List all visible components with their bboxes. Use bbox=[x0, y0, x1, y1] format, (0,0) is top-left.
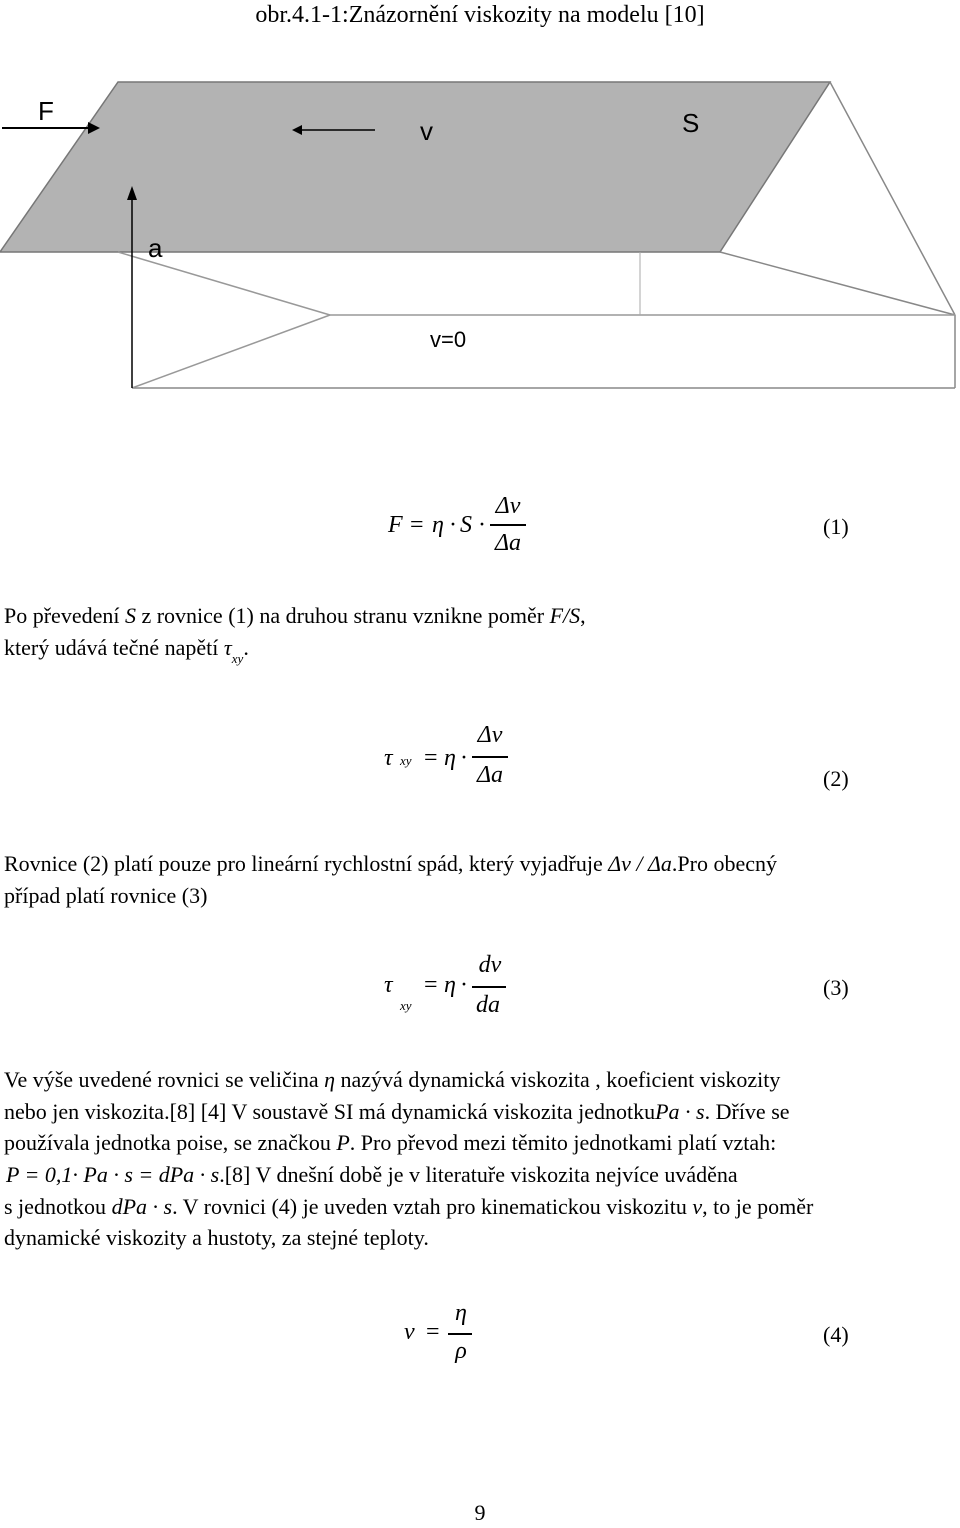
label-s: S bbox=[682, 108, 700, 138]
p1-subscript: xy bbox=[231, 651, 244, 666]
paragraph-2-line-2: případ platí rovnice (3) bbox=[4, 883, 208, 908]
p3-text-1b: nazývá dynamická viskozita , koeficient viskozity bbox=[335, 1067, 781, 1092]
p2-text-2: .Pro obecný bbox=[671, 851, 778, 876]
eq1-lhs: F bbox=[388, 512, 403, 538]
paragraph-2-line-1 bbox=[4, 848, 777, 880]
eq3-number: (3) bbox=[823, 975, 849, 1000]
eq1-s: S bbox=[460, 512, 472, 538]
edge-right-top bbox=[830, 82, 955, 315]
paragraph-1-line-1 bbox=[4, 600, 586, 632]
eq2-subscript: xy bbox=[400, 753, 412, 768]
eq1-dot2: · bbox=[478, 512, 486, 538]
eq4-equals: = bbox=[426, 1319, 440, 1345]
paragraph-3-line-5 bbox=[4, 1191, 813, 1223]
paragraph-3-line-3 bbox=[4, 1127, 776, 1159]
eq2-equals: = bbox=[424, 745, 438, 771]
eq3-dot: · bbox=[460, 972, 468, 998]
paragraph-3-line-1 bbox=[4, 1064, 780, 1096]
p3-text-2b: . Dříve se bbox=[704, 1099, 790, 1124]
paragraph-3-line-4 bbox=[6, 1159, 738, 1191]
eq3-eta: η bbox=[444, 972, 456, 998]
eq1-numerator: Δv bbox=[495, 493, 521, 519]
p3-unit-dpa-s: dPa · s bbox=[111, 1194, 173, 1219]
p3-nu: ν bbox=[692, 1194, 703, 1219]
p3-text-1a: Ve výše uvedené rovnici se veličina bbox=[4, 1067, 325, 1092]
eq2-denominator: Δa bbox=[476, 762, 504, 788]
eq2-tau: τ bbox=[384, 745, 393, 771]
p1-tau: τ bbox=[223, 635, 232, 660]
eq1-number: (1) bbox=[823, 514, 849, 539]
eq4-numerator: η bbox=[455, 1300, 467, 1326]
p1-end: . bbox=[243, 635, 249, 660]
p1-line-2: který udává tečné napětí bbox=[4, 635, 224, 660]
p3-text-3b: . Pro převod mezi těmito jednotkami platí vztah: bbox=[349, 1130, 777, 1155]
p3-conversion: P = 0,1· Pa · s = dPa · s bbox=[6, 1162, 220, 1187]
edge-left-bottom bbox=[132, 315, 330, 388]
p3-text-2a: nebo jen viskozita.[8] [4] V soustavě SI má dynamická viskozita jednotku bbox=[4, 1099, 656, 1124]
p2-ratio: Δv / Δa bbox=[608, 851, 672, 876]
eq2-numerator: Δv bbox=[477, 722, 503, 748]
p3-unit-pa-s: Pa · s bbox=[655, 1099, 705, 1124]
eq4-denominator: ρ bbox=[455, 1338, 467, 1364]
p2-text-1: Rovnice (2) platí pouze pro lineární rychlostní spád, který vyjadřuje bbox=[4, 851, 609, 876]
eq3-equals: = bbox=[424, 972, 438, 998]
eq1-equals: = bbox=[410, 512, 424, 538]
p3-text-4b: .[8] V dnešní době je v literatuře viskozita nejvíce uváděna bbox=[219, 1162, 738, 1187]
label-a: a bbox=[148, 233, 163, 263]
eq4-number: (4) bbox=[823, 1322, 849, 1347]
p3-text-5a: s jednotkou bbox=[4, 1194, 112, 1219]
p3-text-3a: používala jednotka poise, se značkou bbox=[4, 1130, 337, 1155]
p3-eta: η bbox=[324, 1067, 336, 1092]
paragraph-1-line-2 bbox=[4, 632, 249, 667]
p1-text-2: z rovnice (1) na druhou stranu vznikne poměr bbox=[135, 603, 550, 628]
p3-symbol-p: P bbox=[336, 1130, 350, 1155]
page-number: 9 bbox=[474, 1500, 486, 1525]
label-v: v bbox=[420, 116, 433, 146]
figure-caption: obr.4.1-1:Znázornění viskozity na modelu [10] bbox=[255, 2, 705, 28]
eq2-fraction-line bbox=[472, 756, 508, 758]
p1-symbol-s: S bbox=[124, 603, 136, 628]
eq3-numerator: dv bbox=[478, 952, 502, 978]
top-plate bbox=[0, 82, 830, 252]
eq4-nu: ν bbox=[404, 1319, 415, 1345]
eq3-tau: τ bbox=[384, 972, 393, 998]
eq4-fraction-line bbox=[448, 1333, 472, 1335]
paragraph-3-line-2 bbox=[4, 1096, 790, 1128]
edge-right-front bbox=[720, 252, 955, 315]
eq1-fraction-line bbox=[490, 524, 526, 526]
eq1-denominator: Δa bbox=[494, 530, 522, 556]
label-v-zero: v=0 bbox=[430, 327, 467, 352]
p1-text-1: Po převedení bbox=[4, 603, 125, 628]
p3-text-5b: . V rovnici (4) je uveden vztah pro kinematickou viskozitu bbox=[172, 1194, 693, 1219]
p3-text-5c: , to je poměr bbox=[702, 1194, 814, 1219]
eq1-dot: · bbox=[449, 512, 457, 538]
eq2-dot: · bbox=[460, 745, 468, 771]
p1-text-3: , bbox=[580, 603, 586, 628]
eq3-subscript: xy bbox=[400, 998, 412, 1013]
eq1-eta: η bbox=[432, 512, 444, 538]
eq2-eta: η bbox=[444, 745, 456, 771]
eq3-denominator: da bbox=[476, 992, 500, 1018]
viscosity-model-figure bbox=[0, 70, 960, 400]
paragraph-3-line-6: dynamické viskozity a hustoty, za stejné teploty. bbox=[4, 1225, 429, 1250]
eq2-number: (2) bbox=[823, 766, 849, 791]
label-f: F bbox=[38, 96, 54, 126]
p1-ratio: F/S bbox=[549, 603, 581, 628]
eq3-fraction-line bbox=[472, 986, 506, 988]
